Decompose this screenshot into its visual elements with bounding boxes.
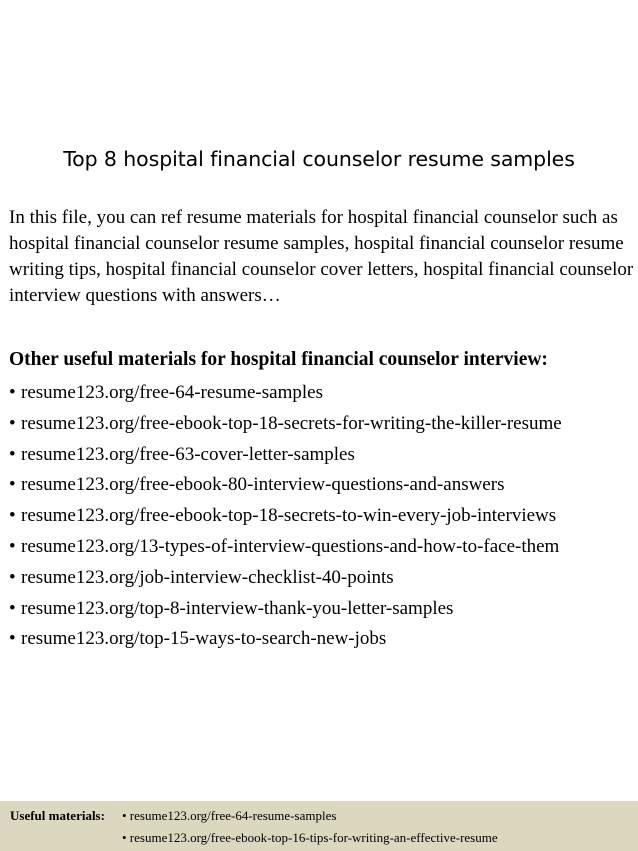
list-item	[9, 409, 562, 440]
bullet-icon: •	[9, 566, 16, 588]
list-item	[9, 470, 562, 501]
list-item	[9, 501, 562, 532]
material-link[interactable]: resume123.org/job-interview-checklist-40-points	[21, 566, 394, 588]
bullet-icon: •	[9, 443, 16, 465]
intro-paragraph: In this file, you can ref resume materials for hospital financial counselor such as hospital financial counselor resume samples, hospital financial counselor resume writing tips, hospital financial counselor cover letters, hospital financial counselor interview questions with answers…	[9, 207, 634, 306]
materials-heading: Other useful materials for hospital financial counselor interview:	[9, 349, 548, 370]
footer-label-colon: :	[100, 808, 105, 823]
material-link[interactable]: resume123.org/free-ebook-top-18-secrets-for-writing-the-killer-resume	[21, 412, 562, 434]
footer-link[interactable]: • resume123.org/free-64-resume-samples	[122, 808, 337, 823]
bullet-icon: •	[9, 597, 16, 619]
material-link[interactable]: resume123.org/13-types-of-interview-questions-and-how-to-face-them	[21, 535, 560, 557]
material-link[interactable]: resume123.org/free-64-resume-samples	[21, 382, 323, 403]
material-link[interactable]: resume123.org/free-ebook-80-interview-questions-and-answers	[21, 474, 505, 496]
material-link[interactable]: resume123.org/free-ebook-top-18-secrets-to-win-every-job-interviews	[21, 505, 557, 527]
page-title: Top 8 hospital financial counselor resume samples	[63, 147, 575, 171]
footer-link[interactable]: • resume123.org/free-ebook-top-16-tips-for-writing-an-effective-resume	[122, 830, 498, 845]
list-item	[9, 532, 562, 563]
material-link[interactable]: resume123.org/free-63-cover-letter-samples	[21, 443, 355, 465]
list-item	[9, 624, 562, 655]
bullet-icon: •	[9, 505, 16, 527]
list-item	[9, 594, 562, 625]
list-item	[9, 563, 562, 594]
material-link[interactable]: resume123.org/top-15-ways-to-search-new-jobs	[21, 628, 387, 650]
bullet-icon: •	[9, 412, 16, 434]
bullet-icon: •	[9, 628, 16, 650]
footer-label-text: Useful materials	[10, 808, 101, 823]
bullet-icon: •	[9, 474, 16, 496]
bullet-icon: •	[9, 382, 16, 403]
footer-label	[10, 807, 105, 825]
material-link[interactable]: resume123.org/top-8-interview-thank-you-letter-samples	[21, 597, 454, 619]
bullet-icon: •	[9, 535, 16, 557]
list-item	[9, 378, 562, 409]
materials-list	[9, 378, 562, 655]
footer-bar	[0, 801, 638, 851]
list-item	[9, 440, 562, 471]
